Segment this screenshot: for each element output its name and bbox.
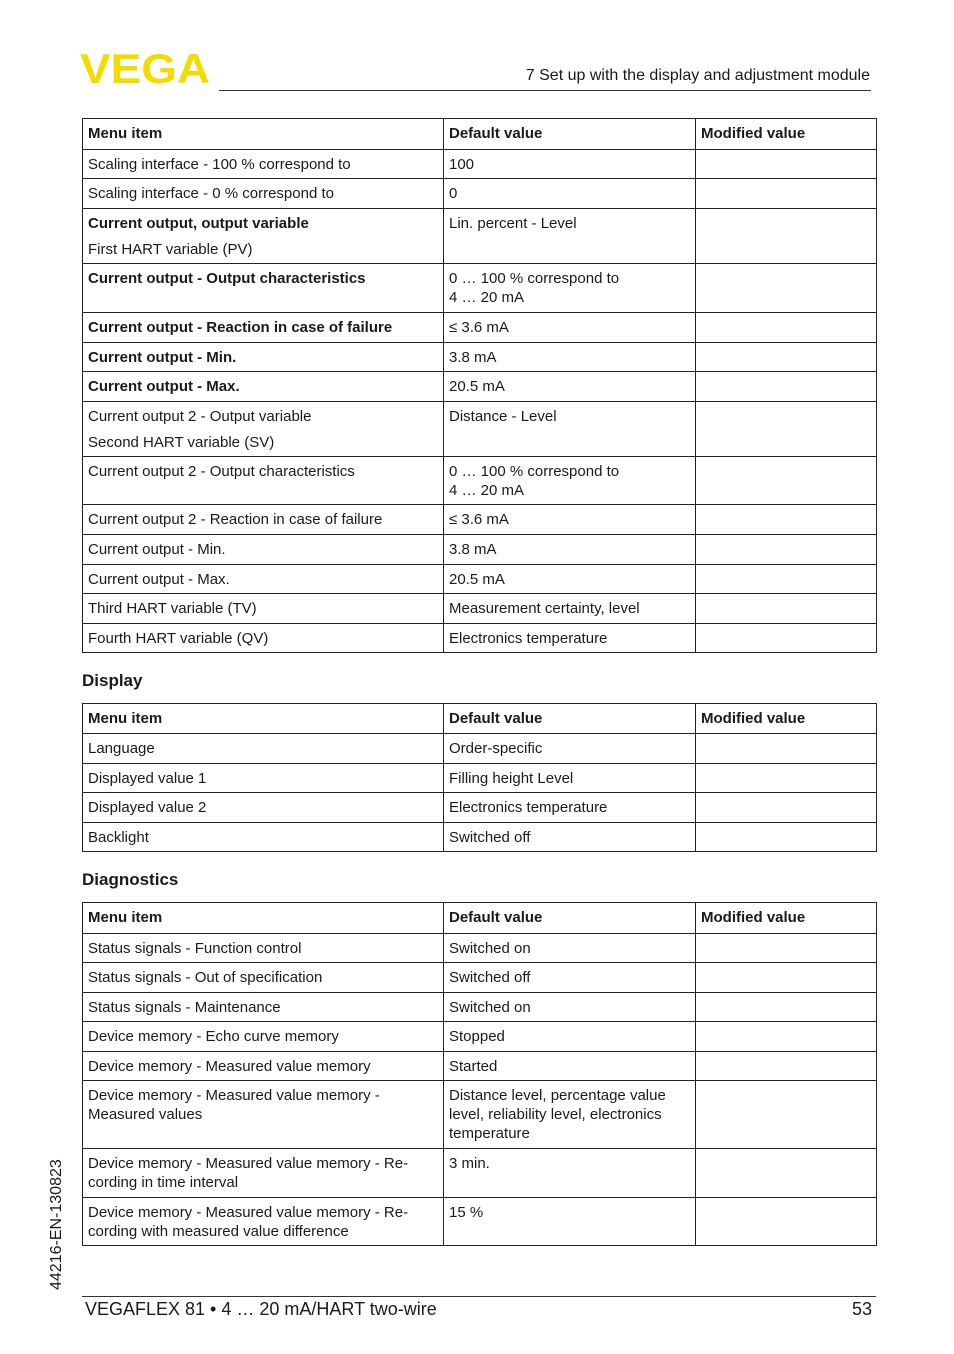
page-number: 53 (851, 1299, 872, 1319)
table-row: Current output - Max. 20.5 mA (83, 565, 877, 594)
diagnostics-table (82, 902, 877, 1246)
table-row: Status signals - Function control Switched on (83, 934, 877, 963)
table-row: Current output - Min. 3.8 mA (83, 535, 877, 565)
display-table (82, 703, 877, 852)
table-row: Current output - Min. 3.8 mA (83, 343, 877, 372)
table-row: Current output - Reaction in case of failure ≤ 3.6 mA (83, 313, 877, 343)
table-header-row (83, 119, 877, 150)
output-settings-table (82, 118, 877, 653)
document-number: 44216-EN-130823 (48, 1159, 65, 1290)
table-row: Scaling interface - 0 % correspond to 0 (83, 179, 877, 209)
table-row: Device memory - Measured value memory - Measured values Distance level, percentage value level, reliability level, electronics temperature (83, 1081, 877, 1149)
table-row: Status signals - Maintenance Switched on (83, 993, 877, 1022)
chapter-title: 7 Set up with the display and adjustment module (525, 67, 870, 84)
table-row: Displayed value 1 Filling height Level (83, 764, 877, 793)
table-row: Current output 2 - Output characteristics 0 … 100 % correspond to 4 … 20 mA (83, 457, 877, 505)
display-section-title: Display (82, 671, 143, 690)
table-row: Device memory - Measured value memory - Re- cording in time interval 3 min. (83, 1149, 877, 1198)
table-row: Current output 2 - Output variable Second HART variable (SV) Distance - Level (83, 402, 877, 457)
footer-divider (82, 1296, 876, 1297)
table-row: Language Order-specific (83, 734, 877, 764)
footer-product: VEGAFLEX 81 • 4 … 20 mA/HART two-wire (85, 1299, 437, 1319)
table-header-row: Menu item Default value Modified value (83, 903, 877, 934)
table-row: Current output 2 - Reaction in case of failure ≤ 3.6 mA (83, 505, 877, 535)
table-row: Current output, output variable First HART variable (PV) Lin. percent - Level (83, 209, 877, 264)
table-row: Third HART variable (TV) Measurement certainty, level (83, 594, 877, 624)
table-row: Backlight Switched off (83, 823, 877, 852)
svg-text:VEGA: VEGA (80, 50, 210, 86)
table-row: Device memory - Echo curve memory Stopped (83, 1022, 877, 1052)
table-row: Device memory - Measured value memory - Re- cording with measured value difference 15 % (83, 1198, 877, 1246)
table-row: Displayed value 2 Electronics temperature (83, 793, 877, 823)
table-row: Current output - Output characteristics 0 … 100 % correspond to 4 … 20 mA (83, 264, 877, 313)
table-row: Fourth HART variable (QV) Electronics temperature (83, 624, 877, 653)
col-menu-item: Menu item (83, 119, 444, 150)
header-divider (219, 90, 871, 91)
col-default-value: Default value (444, 119, 696, 150)
col-modified-value: Modified value (696, 119, 877, 150)
table-row: Scaling interface - 100 % correspond to 100 (83, 150, 877, 179)
table-header-row: Menu item Default value Modified value (83, 704, 877, 734)
table-row: Device memory - Measured value memory Started (83, 1052, 877, 1081)
vega-logo (80, 50, 212, 86)
diagnostics-section-title: Diagnostics (82, 870, 179, 889)
table-row: Status signals - Out of specification Switched off (83, 963, 877, 993)
table-row: Current output - Max. 20.5 mA (83, 372, 877, 402)
